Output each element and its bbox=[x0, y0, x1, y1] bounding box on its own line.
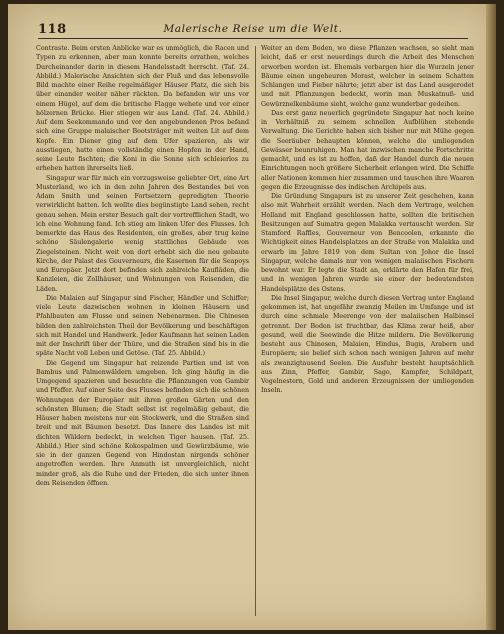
right-column bbox=[261, 44, 474, 622]
left-column bbox=[36, 44, 249, 622]
paragraph: Das erst ganz neuerlich gegründete Singapur hat noch keine in Verhältniß zu seinem schnellen Aufblühen stehende Verwaltung. Die Gerichte haben sich bisher nur mit Mühe gegen die Seeräuber behaupten können, welche die umliegenden Gewässer beunruhigen. Man hat inzwischen manche Fortschritte gemacht, und es ist zu hoffen, daß der Handel durch die neuen Einrichtungen noch größere Sicherheit erlangen wird. Die Schiffe aller Nationen kommen hier zusammen und tauschen ihre Waaren gegen die Erzeugnisse des indischen Archipels aus. bbox=[261, 109, 474, 191]
column-divider bbox=[255, 46, 256, 616]
text-columns bbox=[36, 44, 474, 622]
paragraph: Die Gründung Singapurs ist zu unserer Zeit geschehen, kann also mit Wahrheit erzählt werden. Nach dem Vertrage, welchen Holland mit England geschlossen hatte, sollten die britischen Besitzungen auf Sumatra gegen Malakka vertauscht werden. Sir Stamford Raffles, Gouverneur von Bencoolen, erkannte die Wichtigkeit eines Handelsplatzes an der Straße von Malakka und erwarb im Jahre 1819 von dem Sultan von Johor die Insel Singapur, welche damals nur von wenigen malaiischen Fischern bewohnt war. Er legte die Stadt an, erklärte den Hafen für frei, und in wenigen Jahren wurde sie einer der bedeutendsten Handelsplätze des Ostens. bbox=[261, 193, 474, 293]
page-number: 118 bbox=[38, 22, 67, 37]
running-head: Malerische Reise um die Welt. bbox=[163, 23, 343, 35]
paragraph: Weiter an dem Boden, wo diese Pflanzen wachsen, so sieht man leicht, daß er erst neuerdings durch die Arbeit des Menschen erworben worden ist. Ehemals verbargen hier die Wurzeln jener Bäume einen ungeheuren Morast, welcher in seinem Schatten Schlangen und Fieber nährte; jetzt aber ist das Land ausgerodet und mit Pflanzungen bedeckt, worin man Muskatnuß- und Gewürznelkenbäume sieht, welche ganz wunderbar gedeihen. bbox=[261, 45, 474, 108]
book-binding-edge bbox=[486, 4, 496, 630]
paragraph: Die Malaien auf Singapur sind Fischer, Händler und Schiffer; viele Leute dazwischen wohnen in kleinen Häusern und Pfahlbauten am Flusse und seinen Nebenarmen. Die Chinesen bilden den zahlreichsten Theil der Bevölkerung und beschäftigen sich mit Handel und Handwerk. Jeder Kaufmann hat seinen Laden mit der Inschrift über der Thüre, und die Straßen sind bis in die späte Nacht voll Leben und Getöse. (Taf. 25. Abbild.) bbox=[36, 294, 249, 358]
paragraph: Die Insel Singapur, welche durch diesen Vertrag unter England gekommen ist, hat ungefähr zwanzig Meilen im Umfange und ist durch eine schmale Meerenge von der malaiischen Halbinsel getrennt. Der Boden ist fruchtbar, das Klima zwar heiß, aber gesund, weil die Seewinde die Hitze mildern. Die Bevölkerung besteht aus Chinesen, Malaien, Hindus, Bugis, Arabern und Europäern; sie belief sich schon nach wenigen Jahren auf mehr als zwanzigtausend Seelen. Die Ausfuhr besteht hauptsächlich aus Zinn, Pfeffer, Gambir, Sago, Kampfer, Schildpatt, Vogelnestern, Gold und anderen Erzeugnissen der umliegenden Inseln. bbox=[261, 294, 474, 395]
paragraph: Singapur war für mich ein vorzugsweise geliebter Ort, eine Art Musterland, wo ich in den zehn Jahren des Bestandes bei von Adam Smith und seinen Fortsetzern gepredigten Theorie verwirklicht hatten. Ich wollte dies begünstigte Land sehen, recht genau sehen. Mein erster Besuch galt der vortrefflichen Stadt, wo ich eine Wohnung fand. Ich stieg am linken Ufer des Flusses. Ich bemerkte das Haus des Residenten, ein großes, aber trug keine schöne Säulengalerie wenig stattliches Gebäude von Ziegelsteinen. Nicht weit von dort erhebt sich die neu gebaute Kirche, der Palast des Gouverneurs, die Kasernen für die Seapoys und Europäer. Jetzt dort befinden sich zahlreiche Kaufläden, die Kanzleien, die Zollhäuser, und Wohnungen von Reisenden, die Läden. bbox=[36, 174, 249, 293]
paragraph: Die Gegend um Singapur hat reizende Partien und ist von Bambus und Palmenwäldern umgeben. Ich ging häufig in die Umgegend spazieren und besuchte die Pflanzungen von Gambir und Pfeffer. Auf einer Seite des Flusses befinden sich die schönen Wohnungen der Europäer mit ihren großen Gärten und den schönsten Blumen; die Stadt selbst ist regelmäßig gebaut, die Häuser haben meistens nur ein Stockwerk, und die Straßen sind breit und mit Bäumen besetzt. Das Innere des Landes ist mit dichten Wäldern bedeckt, in welchen Tiger hausen. (Taf. 25. Abbild.) Hier sind schöne Kokospalmen und Gewürzbäume, wie sie in der ganzen Gegend von Hindostan nirgends schöner angetroffen werden. Ihre Anmuth ist unvergleichlich, nicht minder groß, als die Ruhe und der Frieden, die sich unter ihnen dem Reisenden öffnen. bbox=[36, 359, 249, 487]
paragraph: Contraste. Beim ersten Anblicke war es unmöglich, die Racen und Typen zu erkennen, aber man konnte bereits errathen, welches Durcheinander darin in diesem Handelsstadt herrscht. (Taf. 24. Abbild.) Malerische Ansichten sich der Fluß und das lebensvolle Bild machte einer Reihe regelmäßiger Häuser Platz, die sich bis über einander weiter näher rückten. Da befanden wir uns vor einem Hügel, auf dem die britische Flagge wehete und vor einer hölzernen Brücke. Hier stiegen wir aus Land. (Taf. 24. Abbild.) Auf dem Seekommando und vor den angebundenen Pros befand sich eine Gruppe malaischer Bootsträger mit weiten Lit auf dem Kopfe. Ein Diener ging auf dem Ufer spazieren, als wir ausstiegen, hatte einen vollständig einen Hopfen in der Hand, seine Leute fischten; die Koni in die Sonne sich schleierlos zu erheben hatten ihrerseits ließ. bbox=[36, 45, 249, 173]
book-page bbox=[8, 4, 496, 630]
page-header bbox=[38, 22, 468, 39]
